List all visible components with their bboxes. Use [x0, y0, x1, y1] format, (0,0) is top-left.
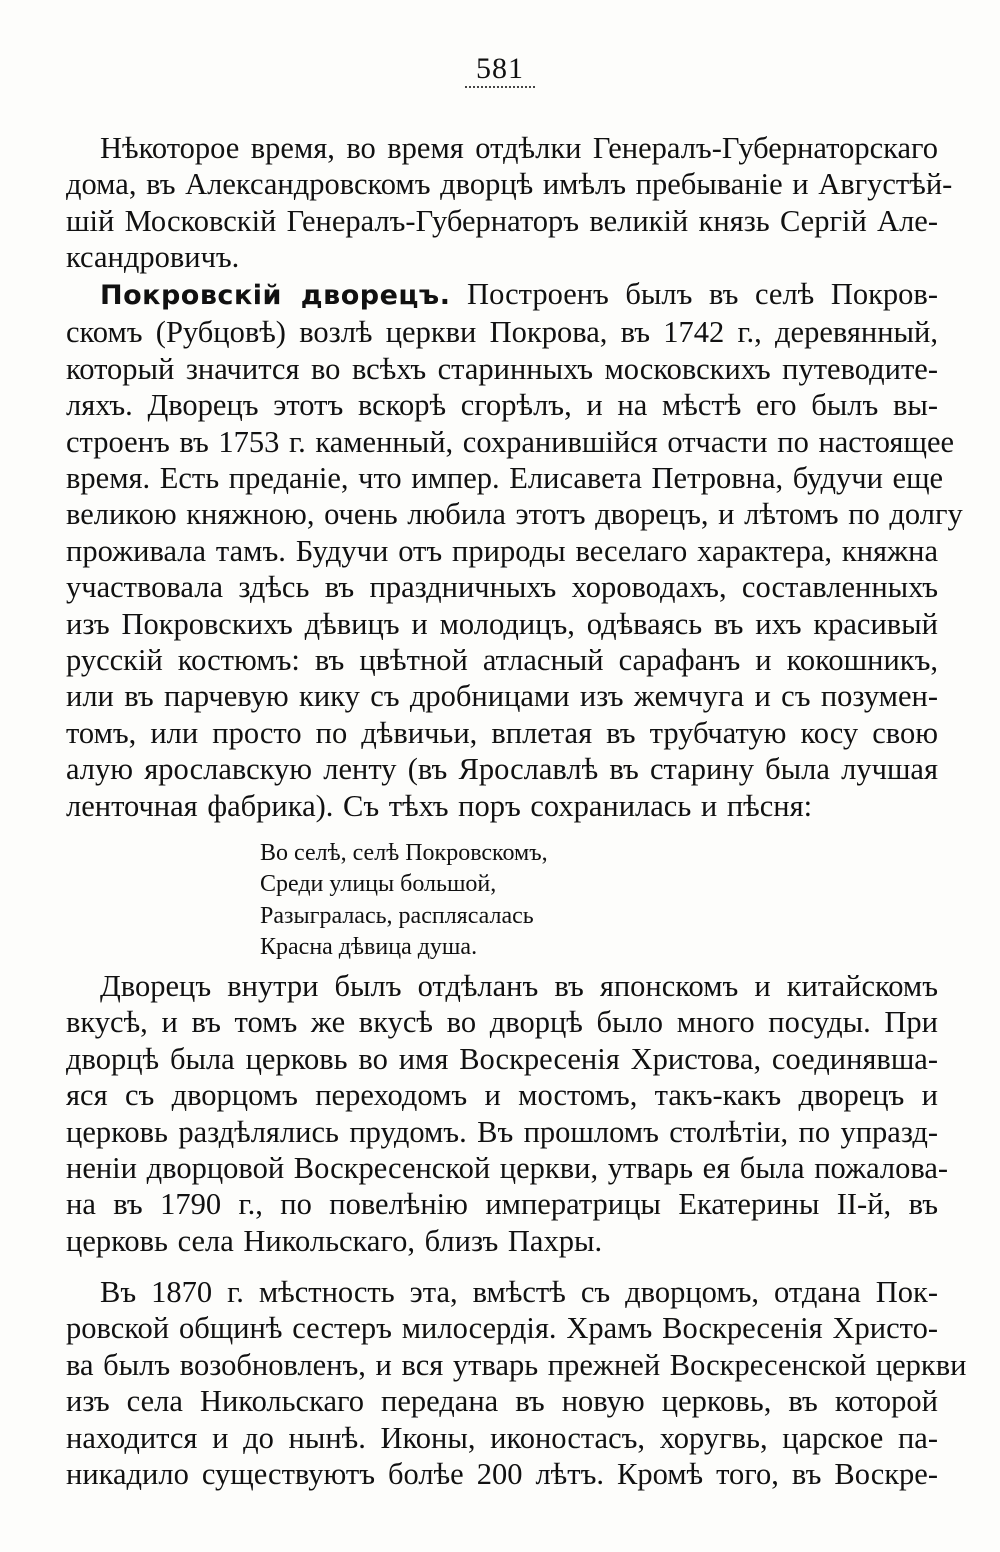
text-line: строенъ въ 1753 г. каменный, сохранившійся отчасти по настоящее [66, 424, 955, 459]
text-line [66, 276, 938, 314]
verse-line: Разыгралась, расплясалась [260, 902, 534, 929]
text-line: изъ Покровскихъ дѣвицъ и молодицъ, одѣваясь въ ихъ красивый [66, 606, 938, 641]
verse-line: Среди улицы большой, [260, 871, 497, 898]
text-line: Въ 1870 г. мѣстность эта, вмѣстѣ съ дворцомъ, отдана Пок- [100, 1275, 938, 1309]
paragraph-2 [66, 276, 963, 824]
text-line: участвовала здѣсь въ праздничныхъ хороводахъ, составленныхъ [66, 570, 938, 605]
text-line-rest: Построенъ былъ въ селѣ Покров- [467, 277, 938, 311]
text-line: ксандровичъ. [66, 240, 240, 275]
text-line: время. Есть преданіе, что импер. Елисавета Петровна, будучи еще [66, 461, 944, 496]
text-line: Нѣкоторое время, во время отдѣлки Генералъ-Губернаторскаго [100, 131, 938, 165]
paragraph-3 [66, 968, 949, 1259]
text-line: ляхъ. Дворецъ этотъ вскорѣ сгорѣлъ, и на мѣстѣ его былъ вы- [66, 388, 938, 423]
text-line: церковь раздѣлялись прудомъ. Въ прошломъ столѣтіи, по упразд- [66, 1114, 938, 1149]
page-number-text: 581 [476, 52, 524, 85]
song-verse [260, 838, 548, 963]
text-line: изъ села Никольскаго передана въ новую церковь, въ которой [66, 1384, 938, 1419]
paragraph-4 [66, 1274, 967, 1492]
text-line: церковь села Никольскаго, близъ Пахры. [66, 1223, 603, 1258]
text-line: Дворецъ внутри былъ отдѣланъ въ японскомъ и китайскомъ [100, 969, 938, 1003]
text-line: алую ярославскую ленту (въ Ярославлѣ въ старину была лучшая [66, 752, 938, 787]
text-line: яся съ дворцомъ переходомъ и мостомъ, такъ-какъ дворецъ и [66, 1078, 938, 1113]
text-line: который значится во всѣхъ старинныхъ московскихъ путеводите- [66, 351, 938, 386]
text-line: шій Московскій Генералъ-Губернаторъ великій князь Сергій Але- [66, 203, 938, 238]
text-line: ва былъ возобновленъ, и вся утварь прежней Воскресенской церкви [66, 1347, 967, 1382]
text-line: вкусѣ, и въ томъ же вкусѣ во дворцѣ было много посуды. При [66, 1005, 938, 1040]
text-line: дворцѣ была церковь во имя Воскресенія Христова, соединявша- [66, 1041, 938, 1076]
text-line: великою княжною, очень любила этотъ дворецъ, и лѣтомъ по долгу [66, 497, 963, 532]
page-number [0, 52, 1000, 88]
text-line: скомъ (Рубцовѣ) возлѣ церкви Покрова, въ 1742 г., деревянный, [66, 315, 938, 350]
text-line: дома, въ Александровскомъ дворцѣ имѣлъ пребываніе и Августѣй- [66, 167, 953, 202]
verse-line: Красна дѣвица душа. [260, 933, 478, 960]
text-line: на въ 1790 г., по повелѣнію императрицы Екатерины ІІ-й, въ [66, 1187, 938, 1222]
section-heading: Покровскій дворецъ. [100, 280, 451, 311]
text-line: неніи дворцовой Воскресенской церкви, утварь ея была пожалова- [66, 1151, 949, 1186]
text-line: русскій костюмъ: въ цвѣтной атласный сарафанъ и кокошникъ, [66, 643, 938, 678]
verse-line: Во селѣ, селѣ Покровскомъ, [260, 840, 548, 866]
text-line: проживала тамъ. Будучи отъ природы веселаго характера, княжна [66, 533, 938, 568]
text-line: никадило существуютъ болѣе 200 лѣтъ. Кромѣ того, въ Воскре- [66, 1457, 938, 1492]
text-line: находится и до нынѣ. Иконы, иконостасъ, хоругвь, царское па- [66, 1420, 938, 1455]
paragraph-1 [66, 130, 953, 276]
text-line: или въ парчевую кику съ дробницами изъ жемчуга и съ позумен- [66, 679, 938, 714]
text-line: ровской общинѣ сестеръ милосердія. Храмъ Воскресенія Христо- [66, 1311, 938, 1346]
text-line: ленточная фабрика). Съ тѣхъ поръ сохранилась и пѣсня: [66, 788, 813, 823]
text-line: томъ, или просто по дѣвичьи, вплетая въ трубчатую косу свою [66, 715, 938, 750]
